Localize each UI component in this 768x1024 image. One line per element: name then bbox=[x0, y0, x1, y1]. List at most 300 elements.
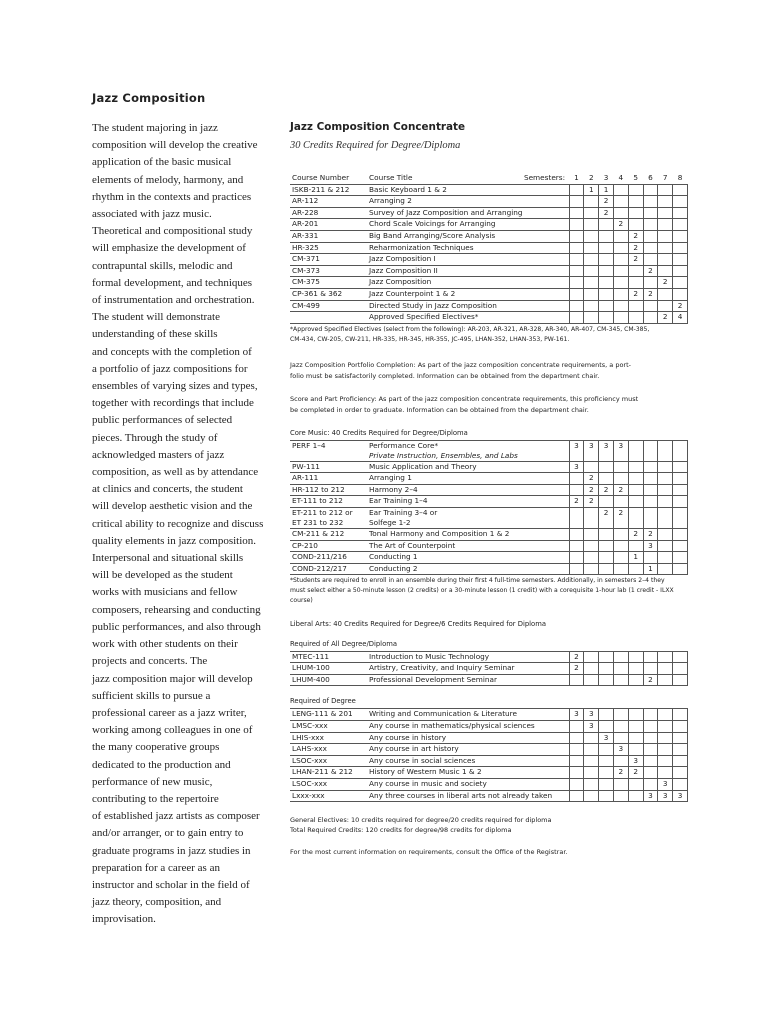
course-number-text: ET-111 to 212 bbox=[292, 496, 343, 506]
semester-credit-cell bbox=[613, 674, 628, 686]
semester-credit-cell bbox=[643, 507, 658, 528]
course-number bbox=[290, 651, 367, 663]
semester-credit-cell: 3 bbox=[569, 709, 584, 721]
degree-heading: Required of Degree bbox=[290, 697, 356, 706]
course-row bbox=[290, 496, 688, 508]
course-title-text: Arranging 2 bbox=[369, 196, 412, 206]
semester-credit-cell bbox=[584, 663, 599, 675]
semester-credit-cell bbox=[673, 720, 688, 732]
intro-line: composition will develop the creative bbox=[92, 139, 258, 152]
course-title bbox=[367, 230, 569, 242]
semester-credit-cell bbox=[673, 254, 688, 266]
semester-credit-cell bbox=[673, 484, 688, 496]
semester-header: 1 bbox=[574, 173, 579, 182]
semester-credit-cell bbox=[673, 288, 688, 300]
semester-credit-cell: 2 bbox=[599, 484, 614, 496]
course-title bbox=[367, 219, 569, 231]
intro-line: will emphasize the development of bbox=[92, 242, 246, 255]
semester-credit-cell bbox=[613, 540, 628, 552]
semester-credit-cell bbox=[628, 790, 643, 802]
semester-header: 7 bbox=[662, 173, 668, 182]
course-title-text: Jazz Counterpoint 1 & 2 bbox=[369, 288, 456, 298]
semester-credit-cell bbox=[613, 651, 628, 663]
course-title-text: History of Western Music 1 & 2 bbox=[369, 767, 482, 777]
semester-credit-cell bbox=[613, 300, 628, 312]
semester-credit-cell bbox=[599, 461, 614, 473]
intro-line: will develop aesthetic vision and the bbox=[92, 500, 253, 513]
intro-line: The student majoring in jazz bbox=[92, 122, 218, 134]
course-title-text: Jazz Composition II bbox=[369, 265, 438, 275]
course-title-text: Writing and Communication & Literature bbox=[369, 709, 518, 719]
semester-credit-cell bbox=[643, 755, 658, 767]
semester-credit-cell bbox=[569, 563, 584, 575]
course-number bbox=[290, 254, 367, 266]
semester-credit-cell bbox=[569, 674, 584, 686]
intro-line: jazz composition major will develop bbox=[92, 672, 253, 685]
semester-header: 3 bbox=[603, 173, 609, 182]
course-row bbox=[290, 300, 688, 312]
intro-line: works with musicians and fellow bbox=[92, 586, 238, 599]
course-title bbox=[367, 651, 569, 663]
course-title bbox=[367, 744, 569, 756]
course-title bbox=[367, 484, 569, 496]
intro-line: elements of melody, harmony, and bbox=[92, 173, 244, 186]
course-title bbox=[367, 184, 569, 196]
intro-line: contrapuntal skills, melodic and bbox=[92, 259, 233, 272]
semester-credit-cell bbox=[673, 528, 688, 540]
course-title bbox=[367, 563, 569, 575]
semester-credit-cell bbox=[599, 254, 614, 266]
semester-credit-cell bbox=[584, 207, 599, 219]
semester-credit-cell bbox=[584, 651, 599, 663]
semester-credit-cell bbox=[569, 767, 584, 779]
footnote-line: CM-434, CW-205, CW-211, HR-335, HR-345, HR-355, JC-495, LHAN-352, LHAN-353, PW-161. bbox=[290, 335, 570, 343]
intro-line: performance of new music, bbox=[92, 775, 213, 788]
intro-line: sufficient skills to pursue a bbox=[92, 689, 211, 702]
semester-credit-cell bbox=[673, 732, 688, 744]
semester-credit-cell bbox=[673, 219, 688, 231]
semester-credit-cell bbox=[658, 674, 673, 686]
proficiency-line: be completed in order to graduate. Information can be obtained from the department chair. bbox=[290, 406, 589, 415]
totals-note bbox=[290, 816, 690, 835]
semester-credit-cell bbox=[628, 663, 643, 675]
semester-credit-cell bbox=[584, 219, 599, 231]
semester-credit-cell bbox=[584, 540, 599, 552]
semester-credit-cell bbox=[658, 709, 673, 721]
intro-line: of established jazz artists as composer bbox=[92, 810, 260, 823]
semester-credit-cell bbox=[643, 196, 658, 208]
intro-line: professional career as a jazz writer, bbox=[92, 706, 247, 719]
semester-credit-cell bbox=[599, 663, 614, 675]
semester-credit-cell bbox=[613, 288, 628, 300]
course-number bbox=[290, 207, 367, 219]
semester-credit-cell bbox=[584, 732, 599, 744]
semester-credit-cell bbox=[658, 552, 673, 564]
semester-credit-cell bbox=[599, 674, 614, 686]
semester-credit-cell bbox=[658, 230, 673, 242]
footnote-line: course) bbox=[290, 597, 313, 605]
semester-credit-cell bbox=[584, 196, 599, 208]
course-row bbox=[290, 184, 688, 196]
semester-credit-cell bbox=[584, 277, 599, 289]
course-title-text: Directed Study in Jazz Composition bbox=[369, 300, 497, 310]
course-title-text: Introduction to Music Technology bbox=[369, 651, 490, 661]
semester-credit-cell: 2 bbox=[569, 496, 584, 508]
course-number bbox=[290, 552, 367, 564]
intro-line: formal development, and techniques bbox=[92, 276, 253, 289]
intro-line: will be developed as the student bbox=[92, 569, 233, 582]
course-title-text: Any course in social sciences bbox=[369, 755, 476, 765]
semester-header: 5 bbox=[633, 173, 638, 182]
course-number bbox=[290, 778, 367, 790]
semester-credit-cell bbox=[643, 461, 658, 473]
semester-credit-cell bbox=[673, 196, 688, 208]
semester-credit-cell: 2 bbox=[613, 767, 628, 779]
semester-credit-cell bbox=[599, 277, 614, 289]
course-number-text: PW-111 bbox=[292, 461, 320, 471]
semester-credit-cell bbox=[673, 230, 688, 242]
semester-credit-cell bbox=[569, 484, 584, 496]
semester-credit-cell bbox=[599, 790, 614, 802]
course-row bbox=[290, 196, 688, 208]
course-title bbox=[367, 265, 569, 277]
semester-credit-cell bbox=[569, 312, 584, 324]
course-number-text: Lxxx-xxx bbox=[292, 790, 325, 800]
semester-credit-cell bbox=[628, 732, 643, 744]
semester-credit-cell bbox=[613, 230, 628, 242]
semester-credit-cell bbox=[584, 507, 599, 528]
intro-line: a portfolio of jazz compositions for bbox=[92, 362, 248, 375]
semester-credit-cell bbox=[628, 461, 643, 473]
semester-credit-cell bbox=[673, 461, 688, 473]
intro-line: acknowledged masters of jazz bbox=[92, 448, 225, 461]
course-title-text: Survey of Jazz Composition and Arranging bbox=[369, 207, 523, 217]
course-number-text: LSOC-xxx bbox=[292, 778, 328, 788]
semester-credit-cell bbox=[569, 732, 584, 744]
course-number bbox=[290, 528, 367, 540]
semester-credit-cell bbox=[628, 563, 643, 575]
course-title bbox=[367, 528, 569, 540]
semester-credit-cell: 2 bbox=[628, 230, 643, 242]
semester-credit-cell bbox=[658, 254, 673, 266]
semester-credit-cell bbox=[584, 674, 599, 686]
semester-credit-cell bbox=[613, 207, 628, 219]
semester-credit-cell bbox=[569, 744, 584, 756]
semester-credit-cell bbox=[613, 184, 628, 196]
semester-credit-cell bbox=[569, 507, 584, 528]
semester-credit-cell bbox=[643, 732, 658, 744]
semester-credit-cell: 1 bbox=[584, 184, 599, 196]
course-number bbox=[290, 709, 367, 721]
semester-credit-cell bbox=[599, 563, 614, 575]
semester-credit-cell: 2 bbox=[658, 312, 673, 324]
semester-credit-cell bbox=[658, 540, 673, 552]
semester-credit-cell bbox=[613, 709, 628, 721]
course-number bbox=[290, 196, 367, 208]
course-number-text: HR-325 bbox=[292, 242, 319, 252]
semester-credit-cell bbox=[628, 507, 643, 528]
semester-credit-cell: 2 bbox=[569, 651, 584, 663]
semester-credit-cell bbox=[628, 674, 643, 686]
semester-credit-cell bbox=[658, 732, 673, 744]
semester-credit-cell bbox=[584, 563, 599, 575]
semester-credit-cell bbox=[658, 663, 673, 675]
course-row bbox=[290, 663, 688, 675]
semester-credit-cell bbox=[599, 651, 614, 663]
course-title-text: Any course in art history bbox=[369, 744, 459, 754]
semester-credit-cell bbox=[599, 720, 614, 732]
concentrate-footnote bbox=[290, 325, 690, 345]
intro-line: rhythm in the contexts and practices bbox=[92, 190, 252, 203]
intro-line: of instrumentation and orchestration. bbox=[92, 294, 255, 307]
semester-credit-cell bbox=[628, 473, 643, 485]
semester-credit-cell bbox=[658, 242, 673, 254]
liberal-heading: Liberal Arts: 40 Credits Required for Degree/6 Credits Required for Diploma bbox=[290, 619, 546, 628]
semester-credit-cell bbox=[584, 265, 599, 277]
semester-credit-cell bbox=[658, 265, 673, 277]
semester-credit-cell bbox=[613, 563, 628, 575]
semester-credit-cell bbox=[658, 440, 673, 461]
semester-credit-cell bbox=[584, 767, 599, 779]
page-title: Jazz Composition bbox=[92, 91, 206, 105]
course-number-text: CM-371 bbox=[292, 254, 320, 264]
intro-line: application of the basic musical bbox=[92, 156, 232, 169]
course-number-text: COND-212/217 bbox=[292, 563, 347, 573]
semester-credit-cell: 3 bbox=[643, 790, 658, 802]
course-title bbox=[367, 312, 569, 324]
semester-credit-cell bbox=[599, 473, 614, 485]
semester-credit-cell: 3 bbox=[613, 744, 628, 756]
semester-credit-cell bbox=[643, 312, 658, 324]
course-title-text: Ear Training 1–4 bbox=[369, 496, 428, 506]
semester-credit-cell bbox=[569, 528, 584, 540]
semester-credit-cell: 3 bbox=[569, 440, 584, 461]
course-title-text: Ear Training 3–4 or bbox=[369, 507, 438, 517]
semester-credit-cell bbox=[613, 755, 628, 767]
core-heading: Core Music: 40 Credits Required for Degree/Diploma bbox=[290, 428, 468, 437]
semester-credit-cell bbox=[584, 790, 599, 802]
semester-credit-cell bbox=[584, 300, 599, 312]
semester-credit-cell bbox=[599, 778, 614, 790]
semester-credit-cell bbox=[628, 219, 643, 231]
course-number-text: AR-111 bbox=[292, 473, 319, 483]
semester-credit-cell bbox=[643, 709, 658, 721]
semester-credit-cell bbox=[628, 496, 643, 508]
course-number-text: LHUM-100 bbox=[292, 663, 330, 673]
semester-credit-cell bbox=[658, 651, 673, 663]
semester-credit-cell: 3 bbox=[599, 440, 614, 461]
course-title-header bbox=[367, 173, 569, 184]
course-title bbox=[367, 507, 569, 528]
semester-credit-cell bbox=[673, 440, 688, 461]
intro-line: public performances of selected bbox=[92, 414, 233, 427]
course-number bbox=[290, 184, 367, 196]
semester-credit-cell: 2 bbox=[673, 300, 688, 312]
course-title-text: Any course in music and society bbox=[369, 778, 487, 788]
semester-credit-cell bbox=[643, 496, 658, 508]
semester-credit-cell bbox=[628, 277, 643, 289]
semester-credit-cell bbox=[599, 496, 614, 508]
semester-credit-cell bbox=[643, 242, 658, 254]
semester-credit-cell bbox=[673, 563, 688, 575]
course-row bbox=[290, 461, 688, 473]
concentrate-table bbox=[290, 173, 688, 324]
portfolio-line: Jazz Composition Portfolio Completion: As part of the jazz composition concentrate requirements, a port- bbox=[290, 360, 631, 369]
semester-credit-cell bbox=[658, 563, 673, 575]
semester-credit-cell: 2 bbox=[613, 219, 628, 231]
semester-credit-cell bbox=[658, 184, 673, 196]
semester-credit-cell bbox=[673, 674, 688, 686]
course-number bbox=[290, 265, 367, 277]
course-title-text: Jazz Composition bbox=[369, 277, 432, 287]
semester-credit-cell: 2 bbox=[628, 242, 643, 254]
semester-credit-cell bbox=[643, 778, 658, 790]
semester-credit-cell bbox=[673, 265, 688, 277]
semester-credit-cell bbox=[673, 552, 688, 564]
course-number-text: CM-499 bbox=[292, 300, 320, 310]
concentrate-subtitle: 30 Credits Required for Degree/Diploma bbox=[290, 140, 461, 151]
course-row bbox=[290, 288, 688, 300]
course-title bbox=[367, 496, 569, 508]
semester-credit-cell bbox=[569, 720, 584, 732]
course-number-text: COND-211/216 bbox=[292, 552, 347, 562]
semester-credit-cell bbox=[628, 312, 643, 324]
course-title-header-text: Course Title bbox=[369, 173, 413, 182]
intro-line: improvisation. bbox=[92, 913, 156, 926]
core-table bbox=[290, 440, 688, 576]
footnote-line: *Approved Specified Electives (select from the following): AR-203, AR-321, AR-328, AR-340, AR-407, CM-345, CM-385, bbox=[290, 325, 650, 333]
semester-credit-cell bbox=[569, 755, 584, 767]
course-number bbox=[290, 440, 367, 461]
semester-credit-cell: 2 bbox=[643, 288, 658, 300]
course-number-text: ET-211 to 212 or bbox=[292, 507, 353, 517]
semester-credit-cell bbox=[658, 744, 673, 756]
course-title-text: Private Instruction, Ensembles, and Labs bbox=[369, 450, 518, 460]
course-number bbox=[290, 312, 367, 324]
semester-credit-cell: 3 bbox=[599, 732, 614, 744]
semester-credit-cell: 2 bbox=[658, 277, 673, 289]
intro-line: public performances, and also through bbox=[92, 620, 261, 633]
semester-credit-cell: 2 bbox=[599, 196, 614, 208]
semester-credit-cell: 2 bbox=[643, 674, 658, 686]
semester-credit-cell bbox=[643, 663, 658, 675]
course-title-text: Solfege 1-2 bbox=[369, 517, 411, 527]
semester-credit-cell bbox=[673, 778, 688, 790]
intro-line: graduate programs in jazz studies in bbox=[92, 844, 251, 857]
course-row bbox=[290, 312, 688, 324]
all-degree-heading: Required of All Degree/Diploma bbox=[290, 639, 398, 648]
semester-credit-cell bbox=[569, 300, 584, 312]
semester-credit-cell bbox=[643, 254, 658, 266]
semester-credit-cell bbox=[658, 196, 673, 208]
semester-credit-cell: 2 bbox=[643, 265, 658, 277]
course-title-text: Any course in mathematics/physical sciences bbox=[369, 720, 535, 730]
intro-line: Theoretical and compositional study bbox=[92, 225, 253, 238]
semester-credit-cell bbox=[628, 540, 643, 552]
course-row bbox=[290, 674, 688, 686]
requirements-column bbox=[290, 121, 690, 859]
intro-line: The student will demonstrate bbox=[92, 311, 220, 324]
course-title bbox=[367, 755, 569, 767]
semester-credit-cell: 3 bbox=[613, 440, 628, 461]
semester-header: 6 bbox=[648, 173, 653, 182]
semester-credit-cell bbox=[569, 552, 584, 564]
semester-credit-cell bbox=[673, 709, 688, 721]
course-title bbox=[367, 300, 569, 312]
semester-credit-cell bbox=[628, 744, 643, 756]
intro-text bbox=[92, 120, 269, 929]
semester-credit-cell bbox=[584, 288, 599, 300]
semester-credit-cell bbox=[613, 732, 628, 744]
semester-credit-cell: 3 bbox=[569, 461, 584, 473]
course-row bbox=[290, 540, 688, 552]
semester-credit-cell bbox=[673, 507, 688, 528]
semester-credit-cell bbox=[673, 242, 688, 254]
semester-credit-cell bbox=[658, 473, 673, 485]
course-number bbox=[290, 277, 367, 289]
course-title bbox=[367, 663, 569, 675]
semester-header: 4 bbox=[618, 173, 624, 182]
semester-credit-cell bbox=[599, 312, 614, 324]
semester-credit-cell: 2 bbox=[628, 254, 643, 266]
semester-credit-cell bbox=[643, 440, 658, 461]
intro-line: and/or arranger, or to gain entry to bbox=[92, 827, 244, 840]
semester-credit-cell: 2 bbox=[613, 507, 628, 528]
course-number-text: ET 231 to 232 bbox=[292, 517, 344, 527]
course-title bbox=[367, 254, 569, 266]
semester-credit-cell: 2 bbox=[628, 528, 643, 540]
course-title-text: Conducting 1 bbox=[369, 552, 418, 562]
semester-credit-cell bbox=[613, 778, 628, 790]
semester-credit-cell bbox=[599, 288, 614, 300]
course-number-text: CM-373 bbox=[292, 265, 320, 275]
course-row bbox=[290, 651, 688, 663]
course-title-text: Any course in history bbox=[369, 732, 447, 742]
semester-credit-cell bbox=[673, 473, 688, 485]
portfolio-note bbox=[290, 360, 690, 383]
course-number bbox=[290, 790, 367, 802]
semester-credit-cell bbox=[643, 184, 658, 196]
semester-credit-cell bbox=[613, 277, 628, 289]
course-row bbox=[290, 709, 688, 721]
course-title bbox=[367, 440, 569, 461]
intro-line: dedicated to the production and bbox=[92, 758, 231, 771]
semester-credit-cell: 1 bbox=[599, 184, 614, 196]
semester-credit-cell bbox=[599, 767, 614, 779]
semester-credit-cell bbox=[658, 496, 673, 508]
semester-credit-cell bbox=[643, 552, 658, 564]
intro-line: contributing to the repertoire bbox=[92, 792, 219, 805]
course-title bbox=[367, 473, 569, 485]
semester-credit-cell bbox=[628, 720, 643, 732]
semester-credit-cell bbox=[673, 744, 688, 756]
semester-credit-cell: 2 bbox=[643, 528, 658, 540]
semester-credit-cell bbox=[628, 484, 643, 496]
course-row bbox=[290, 473, 688, 485]
semester-credit-cell bbox=[658, 507, 673, 528]
course-row bbox=[290, 755, 688, 767]
course-row bbox=[290, 440, 688, 461]
intro-line: composition, as well as by attendance bbox=[92, 466, 259, 479]
semester-credit-cell bbox=[643, 473, 658, 485]
semester-credit-cell bbox=[569, 230, 584, 242]
semester-credit-cell bbox=[628, 265, 643, 277]
course-number bbox=[290, 674, 367, 686]
semester-credit-cell bbox=[569, 288, 584, 300]
semester-credit-cell bbox=[584, 242, 599, 254]
semester-credit-cell bbox=[628, 196, 643, 208]
course-title bbox=[367, 207, 569, 219]
